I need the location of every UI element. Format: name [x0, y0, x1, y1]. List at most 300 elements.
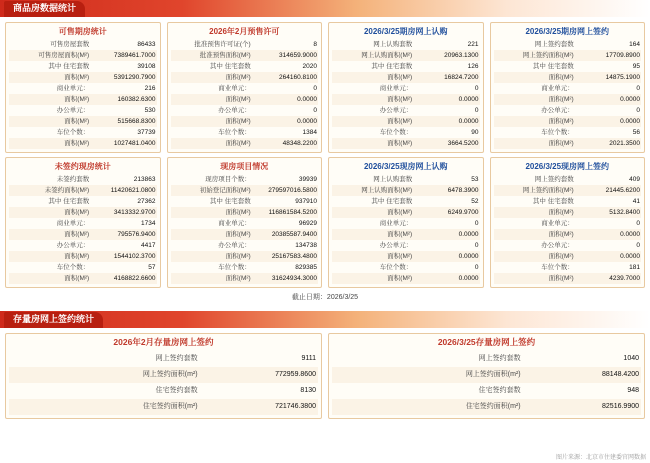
stat-label: 办公单元：: [218, 107, 251, 114]
table-row: [494, 61, 642, 72]
stat-card-table: [9, 39, 157, 149]
stat-label: 其中 住宅套数: [209, 198, 251, 205]
table-row: [332, 127, 480, 138]
image-source-footer: 图片来源：北京市住建委官网数据: [555, 455, 646, 461]
stat-value: 0: [636, 220, 640, 227]
stat-value: 0.0000: [297, 96, 317, 103]
stat-value: 25167583.4800: [271, 253, 317, 260]
stat-value: 0.0000: [458, 275, 479, 282]
table-row: [332, 383, 641, 399]
table-row: [332, 50, 480, 61]
table-row: [171, 116, 319, 127]
table-row: [332, 367, 641, 383]
stat-label: 网上签约面积(M²): [522, 52, 574, 59]
table-row: [171, 127, 319, 138]
stat-value: 1040: [623, 355, 639, 362]
stat-card: [164, 20, 326, 155]
stat-value: 2020: [302, 63, 317, 70]
stat-value: 14875.1900: [605, 74, 640, 81]
table-row: [332, 94, 480, 105]
stat-label: 车位个数：: [541, 129, 574, 136]
stat-label: 住宅签约套数: [478, 387, 521, 394]
stat-value: 213863: [133, 176, 156, 183]
table-row: [171, 174, 319, 185]
stat-value: 216: [144, 85, 156, 92]
stat-value: 53: [471, 176, 479, 183]
table-row: [9, 229, 157, 240]
table-row: [171, 262, 319, 273]
stat-value: 16824.7200: [444, 74, 479, 81]
stat-card-body: [328, 22, 484, 153]
stat-card-title: 未签约现房统计: [54, 162, 111, 171]
stat-card-table: [9, 174, 157, 284]
stat-label: 面积(M²): [225, 209, 251, 216]
stat-card-table: [171, 39, 319, 149]
stat-label: 面积(M²): [225, 74, 251, 81]
table-row: [9, 174, 157, 185]
stat-card-title: 2026/3/25现房网上签约: [525, 162, 610, 171]
stat-label: 网上认购套数: [373, 41, 413, 48]
stat-value: 0: [474, 242, 479, 249]
stat-value: 31624934.3000: [271, 275, 317, 282]
table-row: [9, 383, 318, 399]
stat-value: 279597016.5800: [268, 187, 317, 194]
stat-value: 0: [474, 220, 479, 227]
stat-value: 1734: [141, 220, 156, 227]
stat-value: 264160.8100: [279, 74, 317, 81]
stat-value: 90: [471, 129, 479, 136]
table-row: [9, 196, 157, 207]
stat-value: 9111: [301, 355, 316, 362]
table-row: [332, 138, 480, 149]
statistics-card-grid: [0, 17, 650, 290]
stat-label: 办公单元：: [379, 242, 413, 249]
table-row: [494, 185, 642, 196]
stat-card-table: [494, 39, 642, 149]
stat-label: 网上签约套数: [478, 355, 521, 362]
stat-value: 0: [636, 107, 640, 114]
stat-label: 商业单元：: [379, 85, 413, 92]
stat-card-table: [332, 39, 480, 149]
stat-card-title: 2026/3/25现房网上认购: [363, 162, 448, 171]
stat-value: 82516.9900: [602, 403, 639, 410]
stat-card: [325, 20, 487, 155]
stat-label: 面积(M²): [64, 209, 90, 216]
stat-label: 面积(M²): [64, 118, 90, 125]
table-row: [9, 127, 157, 138]
stat-card-body: [167, 22, 323, 153]
stat-value: 221: [467, 41, 479, 48]
table-row: [9, 50, 157, 61]
table-row: [9, 351, 318, 367]
stat-value: 2021.3500: [609, 140, 640, 147]
stat-value: 37739: [137, 129, 156, 136]
stat-label: 面积(M²): [548, 96, 574, 103]
stat-card: [325, 155, 487, 290]
stat-value: 7389461.7000: [113, 52, 156, 59]
table-row: [494, 138, 642, 149]
table-row: [171, 185, 319, 196]
stat-value: 88148.4200: [602, 371, 639, 378]
stat-value: 0: [313, 85, 317, 92]
stat-card: [164, 155, 326, 290]
stat-card: [2, 155, 164, 290]
stat-label: 其中 住宅套数: [371, 198, 413, 205]
stat-label: 其中 住宅套数: [532, 198, 574, 205]
table-row: [9, 251, 157, 262]
table-row: [494, 251, 642, 262]
table-row: [171, 61, 319, 72]
stat-card-body: [328, 333, 645, 419]
stat-value: 5391290.7900: [113, 74, 156, 81]
table-row: [9, 399, 318, 415]
stat-card-body: [328, 157, 484, 288]
table-row: [9, 185, 157, 196]
stat-value: 0.0000: [620, 231, 640, 238]
stat-label: 面积(M²): [548, 253, 574, 260]
stat-label: 网上认购套数: [373, 176, 413, 183]
stat-label: 其中 住宅套数: [371, 63, 413, 70]
stat-label: 可售房屋面积(M²): [38, 52, 90, 59]
stat-card: [487, 20, 649, 155]
stat-card-body: [5, 157, 161, 288]
stat-value: 530: [144, 107, 156, 114]
table-row: [171, 138, 319, 149]
table-row: [332, 251, 480, 262]
table-row: [332, 351, 641, 367]
stat-value: 0.0000: [458, 118, 479, 125]
table-row: [9, 262, 157, 273]
stat-value: 409: [629, 176, 640, 183]
stat-label: 面积(M²): [387, 253, 413, 260]
stat-value: 721746.3800: [275, 403, 316, 410]
table-row: [9, 273, 157, 284]
stat-value: 1027481.0400: [113, 140, 156, 147]
table-row: [171, 83, 319, 94]
table-row: [9, 207, 157, 218]
stat-card: [325, 331, 648, 421]
stat-value: 4239.7000: [609, 275, 640, 282]
table-row: [9, 116, 157, 127]
stat-label: 面积(M²): [548, 140, 574, 147]
stat-value: 0: [636, 242, 640, 249]
stat-card: [2, 331, 325, 421]
stat-value: 164: [629, 41, 640, 48]
stat-label: 面积(M²): [387, 275, 413, 282]
stat-label: 面积(M²): [64, 253, 90, 260]
stat-label: 面积(M²): [225, 118, 251, 125]
stat-card-body: [167, 157, 323, 288]
table-row: [494, 174, 642, 185]
stat-label: 可售房屋套数: [50, 41, 90, 48]
stat-label: 未签约面积(M²): [44, 187, 90, 194]
stat-label: 车位个数：: [56, 264, 90, 271]
stat-value: 56: [632, 129, 640, 136]
table-row: [332, 72, 480, 83]
stat-label: 车位个数：: [379, 129, 413, 136]
stat-value: 314659.9000: [279, 52, 317, 59]
stat-label: 网上签约套数: [534, 41, 574, 48]
stat-card-body: [490, 22, 646, 153]
stat-value: 20963.1300: [444, 52, 479, 59]
table-row: [332, 218, 480, 229]
stat-label: 其中 住宅套数: [48, 198, 90, 205]
table-row: [494, 83, 642, 94]
table-row: [171, 229, 319, 240]
table-row: [171, 207, 319, 218]
stat-label: 办公单元：: [56, 242, 90, 249]
stat-value: 57: [148, 264, 156, 271]
table-row: [9, 83, 157, 94]
stat-label: 车位个数：: [218, 264, 251, 271]
table-row: [332, 240, 480, 251]
stat-value: 0.0000: [458, 96, 479, 103]
table-row: [494, 273, 642, 284]
cutoff-date-label: 截止日期：2026/3/25: [291, 294, 359, 301]
stat-value: 181: [629, 264, 640, 271]
stat-value: 39939: [298, 176, 317, 183]
stat-label: 商业单元：: [379, 220, 413, 227]
stat-label: 面积(M²): [548, 275, 574, 282]
stat-value: 6478.3900: [447, 187, 479, 194]
table-row: [171, 39, 319, 50]
table-row: [494, 127, 642, 138]
stat-label: 办公单元：: [541, 242, 574, 249]
table-row: [332, 105, 480, 116]
table-row: [494, 240, 642, 251]
stat-card-title: 2026/3/25存量房网上签约: [437, 337, 536, 347]
table-row: [171, 251, 319, 262]
table-row: [332, 196, 480, 207]
stat-value: 1544102.3700: [113, 253, 156, 260]
stat-label: 车位个数：: [379, 264, 413, 271]
stat-value: 0.0000: [297, 118, 317, 125]
table-row: [332, 273, 480, 284]
stat-label: 车位个数：: [541, 264, 574, 271]
table-row: [332, 399, 641, 415]
stat-label: 网上签约套数: [155, 355, 198, 362]
stat-label: 办公单元：: [218, 242, 251, 249]
stat-value: 27362: [137, 198, 156, 205]
stat-value: 829385: [295, 264, 317, 271]
stat-value: 95: [632, 63, 640, 70]
stat-value: 41: [632, 198, 640, 205]
stat-value: 0: [474, 264, 479, 271]
stat-label: 网上签约面积(m²): [465, 371, 521, 378]
table-row: [494, 218, 642, 229]
table-row: [494, 116, 642, 127]
stat-label: 未签约套数: [56, 176, 90, 183]
stat-value: 52: [471, 198, 479, 205]
stat-card-body: [5, 22, 161, 153]
stat-label: 面积(M²): [548, 209, 574, 216]
table-row: [332, 229, 480, 240]
stat-value: 96929: [298, 220, 317, 227]
stat-card-table: [9, 351, 318, 415]
table-row: [9, 72, 157, 83]
stat-value: 0: [474, 107, 479, 114]
stat-label: 住宅签约面积(m²): [142, 403, 198, 410]
table-row: [9, 138, 157, 149]
stat-label: 网上签约面积(m²): [142, 371, 198, 378]
stat-label: 网上认购面积(M²): [361, 52, 413, 59]
table-row: [494, 229, 642, 240]
stat-value: 0: [474, 85, 479, 92]
table-row: [9, 218, 157, 229]
stat-label: 面积(M²): [387, 96, 413, 103]
stat-value: 4168822.6600: [113, 275, 156, 282]
stat-value: 86433: [137, 41, 156, 48]
stat-value: 0.0000: [458, 253, 479, 260]
stat-label: 面积(M²): [387, 74, 413, 81]
stat-card-title: 2026/3/25期房网上认购: [363, 27, 448, 36]
stat-value: 5132.8400: [609, 209, 640, 216]
stat-card-title: 2026/3/25期房网上签约: [525, 27, 610, 36]
stat-card-title: 2026年2月预售许可: [209, 27, 280, 36]
stat-value: 21445.6200: [605, 187, 640, 194]
stat-value: 0: [313, 107, 317, 114]
stat-label: 面积(M²): [64, 231, 90, 238]
stat-value: 8130: [300, 387, 316, 394]
stat-value: 6249.9700: [447, 209, 479, 216]
table-row: [171, 196, 319, 207]
stat-label: 商业单元：: [218, 220, 251, 227]
table-row: [9, 240, 157, 251]
stat-label: 商业单元：: [541, 220, 574, 227]
stat-card-table: [494, 174, 642, 284]
stat-value: 0.0000: [620, 253, 640, 260]
stat-value: 772959.8600: [275, 371, 316, 378]
stat-label: 其中 住宅套数: [209, 63, 251, 70]
stat-card-table: [332, 351, 641, 415]
table-row: [9, 61, 157, 72]
table-row: [494, 262, 642, 273]
stat-label: 面积(M²): [64, 275, 90, 282]
stat-value: 3413332.9700: [113, 209, 156, 216]
stat-value: 0.0000: [620, 118, 640, 125]
stat-label: 面积(M²): [548, 74, 574, 81]
table-row: [494, 50, 642, 61]
stat-label: 网上签约套数: [534, 176, 574, 183]
table-row: [9, 367, 318, 383]
section-header-commodity-housing: [0, 0, 650, 17]
table-row: [171, 273, 319, 284]
stat-value: 116861584.5200: [268, 209, 317, 216]
table-row: [494, 39, 642, 50]
stat-label: 网上认购面积(M²): [361, 187, 413, 194]
stat-label: 商业单元：: [218, 85, 251, 92]
table-row: [332, 174, 480, 185]
stat-value: 937910: [295, 198, 317, 205]
stat-label: 面积(M²): [64, 96, 90, 103]
stat-card: [487, 155, 649, 290]
stat-label: 面积(M²): [225, 253, 251, 260]
stat-label: 面积(M²): [548, 118, 574, 125]
stat-label: 批准预售面积(M²): [199, 52, 251, 59]
stat-value: 11420621.0800: [110, 187, 156, 194]
stat-value: 0: [636, 85, 640, 92]
stat-label: 初始登记面积(M²): [199, 187, 251, 194]
section-header-stock-housing: [0, 311, 650, 328]
table-row: [332, 185, 480, 196]
table-row: [494, 196, 642, 207]
stat-value: 515668.8300: [117, 118, 156, 125]
stock-housing-card-grid: [0, 328, 650, 421]
stat-label: 批准预售许可证(个): [194, 41, 251, 48]
stat-value: 795576.9400: [117, 231, 156, 238]
stat-label: 面积(M²): [64, 74, 90, 81]
stat-label: 面积(M²): [64, 140, 90, 147]
stat-value: 948: [627, 387, 639, 394]
stat-label: 面积(M²): [225, 275, 251, 282]
stat-card: [2, 20, 164, 155]
table-row: [494, 72, 642, 83]
stat-value: 0.0000: [458, 231, 479, 238]
stat-label: 车位个数：: [218, 129, 251, 136]
stat-value: 4417: [141, 242, 156, 249]
stat-label: 面积(M²): [548, 231, 574, 238]
stat-label: 其中 住宅套数: [48, 63, 90, 70]
stat-label: 面积(M²): [225, 140, 251, 147]
table-row: [494, 105, 642, 116]
stat-label: 商业单元：: [541, 85, 574, 92]
stat-label: 面积(M²): [387, 231, 413, 238]
stat-value: 134738: [295, 242, 317, 249]
stat-value: 48348.2200: [282, 140, 317, 147]
stat-label: 办公单元：: [379, 107, 413, 114]
stat-card-title: 现房项目情况: [220, 162, 269, 171]
stat-label: 面积(M²): [387, 209, 413, 216]
stat-label: 面积(M²): [225, 96, 251, 103]
table-row: [171, 218, 319, 229]
table-row: [9, 105, 157, 116]
table-row: [332, 116, 480, 127]
table-row: [171, 94, 319, 105]
stat-card-table: [171, 174, 319, 284]
stat-label: 住宅签约套数: [155, 387, 198, 394]
stat-card-title: 可售期房统计: [58, 27, 107, 36]
stat-value: 20385587.9400: [271, 231, 317, 238]
stat-label: 面积(M²): [225, 231, 251, 238]
table-row: [332, 83, 480, 94]
table-row: [171, 105, 319, 116]
table-row: [171, 50, 319, 61]
stat-label: 其中 住宅套数: [532, 63, 574, 70]
stat-card-title: 2026年2月存量房网上签约: [113, 337, 214, 347]
stat-value: 0.0000: [620, 96, 640, 103]
table-row: [494, 94, 642, 105]
stat-value: 17709.8900: [605, 52, 640, 59]
table-row: [494, 207, 642, 218]
stat-card-body: [5, 333, 322, 419]
table-row: [171, 240, 319, 251]
section-title-commodity-housing: 商品房数据统计: [4, 1, 85, 17]
stat-label: 办公单元：: [541, 107, 574, 114]
stat-label: 商业单元：: [56, 220, 90, 227]
stat-value: 1384: [302, 129, 317, 136]
stat-card-table: [332, 174, 480, 284]
stat-value: 39108: [137, 63, 156, 70]
stat-label: 车位个数：: [56, 129, 90, 136]
table-row: [332, 207, 480, 218]
section-title-stock-housing: 存量房网上签约统计: [4, 312, 103, 328]
stat-value: 160382.6300: [117, 96, 156, 103]
stat-label: 面积(M²): [387, 118, 413, 125]
stat-value: 126: [467, 63, 479, 70]
table-row: [332, 61, 480, 72]
stat-value: 8: [313, 41, 317, 48]
table-row: [171, 72, 319, 83]
